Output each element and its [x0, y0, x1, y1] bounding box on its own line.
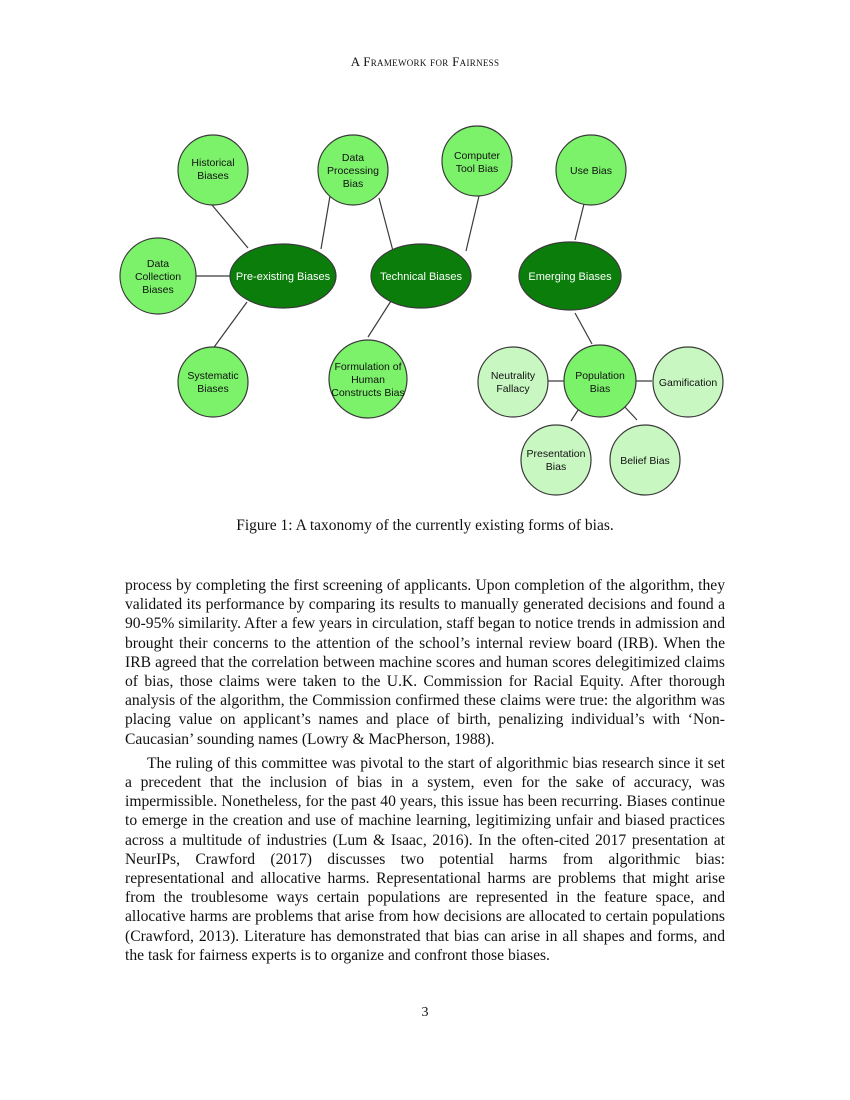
node-computer-tool-bias [442, 126, 512, 196]
node-label: Collection [134, 271, 182, 283]
edge-dataproc-technical [379, 198, 393, 251]
node-label: Biases [142, 284, 174, 296]
edge-computer-technical [466, 196, 479, 251]
node-label: Formulation of [334, 361, 402, 373]
node-label: Human [351, 374, 385, 386]
edge-emerging-population [575, 313, 592, 344]
node-label: Historical [191, 157, 235, 169]
node-label: Bias [342, 178, 364, 190]
node-presentation-bias [521, 425, 591, 495]
node-population-bias [564, 345, 636, 417]
node-pre-existing-biases [230, 244, 336, 308]
node-label: Presentation [526, 448, 586, 460]
node-label: Computer [453, 150, 501, 162]
running-header: A Framework for Fairness [350, 54, 500, 69]
edge-usebias-emerging [575, 204, 584, 240]
node-belief-bias [610, 425, 680, 495]
bias-taxonomy-figure [115, 118, 735, 506]
node-use-bias [556, 135, 626, 205]
node-label: Processing [327, 165, 379, 177]
node-label: Bias [589, 383, 611, 395]
node-technical-biases [371, 244, 471, 308]
page-number: 3 [421, 1005, 429, 1020]
bias-taxonomy-diagram [115, 118, 735, 506]
node-label: Biases [197, 383, 229, 395]
node-label: Tool Bias [455, 163, 499, 175]
body-text [125, 576, 725, 970]
node-formulation-bias [329, 340, 407, 418]
node-systematic-biases [178, 347, 248, 417]
node-label: Gamification [658, 377, 718, 389]
paragraph: process by completing the first screening of applicants. Upon completion of the algorithm, they validated its performance by comparing its results to manually generated decisions and found a 90-95% similarity. After a few years in circulation, staff began to notice trends in admission and brought their concerns to the attention of the school’s internal review board (IRB). When the IRB agreed that the correlation between machine scores and human scores delegitimized claims of bias, those claims were taken to the U.K. Commission for Racial Equity. After thorough analysis of the algorithm, the Commission confirmed these claims were true: the algorithm was placing value on applicant’s names and place of birth, penalizing individual’s with ‘Non-Caucasian’ sounding names (Lowry & MacPherson, 1988). [125, 577, 725, 748]
node-label: Systematic [187, 370, 239, 382]
edge-formulation-technical [368, 301, 391, 337]
node-label: Technical Biases [380, 271, 462, 283]
node-label: Bias [545, 461, 567, 473]
paragraph: The ruling of this committee was pivotal to the start of algorithmic bias research since it set a precedent that the inclusion of bias in a system, even for the sake of accuracy, was impermissible. Nonetheless, for the past 40 years, this issue has been recurring. Biases continue to emerge in the creation and use of machine learning, legitimizing unfair and biased practices across a multitude of industries (Lum & Isaac, 2016). In the often-cited 2017 presentation at NeurIPs, Crawford (2017) discusses two potential harms from algorithmic bias: representational and allocative harms. Representational harms are problems that might arise from the troublesome ways certain populations are represented in the feature space, and allocative harms are problems that arise from how decisions are allocated to certain populations (Crawford, 2013). Literature has demonstrated that bias can arise in all shapes and forms, and the task for fairness experts is to organize and confront those biases. [125, 754, 725, 964]
node-label: Neutrality [490, 370, 536, 382]
figure-caption: Figure 1: A taxonomy of the currently existing forms of bias. [236, 517, 614, 534]
node-label: Data [146, 258, 170, 270]
node-label: Biases [197, 170, 229, 182]
node-label: Pre-existing Biases [235, 271, 331, 283]
node-data-processing-bias [318, 135, 388, 205]
node-emerging-biases [519, 242, 621, 310]
edge-historical-preexisting [212, 205, 248, 248]
node-neutrality-fallacy [478, 347, 548, 417]
node-gamification [653, 347, 723, 417]
node-label: Emerging Biases [528, 271, 612, 283]
edge-systematic-preexisting [212, 302, 247, 350]
edge-dataproc-preexisting [321, 196, 330, 249]
node-label: Constructs Bias [331, 387, 405, 399]
node-label: Population [575, 370, 625, 382]
node-historical-biases [178, 135, 248, 205]
node-data-collection-biases [120, 238, 196, 314]
node-label: Fallacy [496, 383, 530, 395]
node-label: Belief Bias [620, 455, 670, 467]
node-label: Use Bias [569, 165, 613, 177]
node-label: Data [341, 152, 365, 164]
